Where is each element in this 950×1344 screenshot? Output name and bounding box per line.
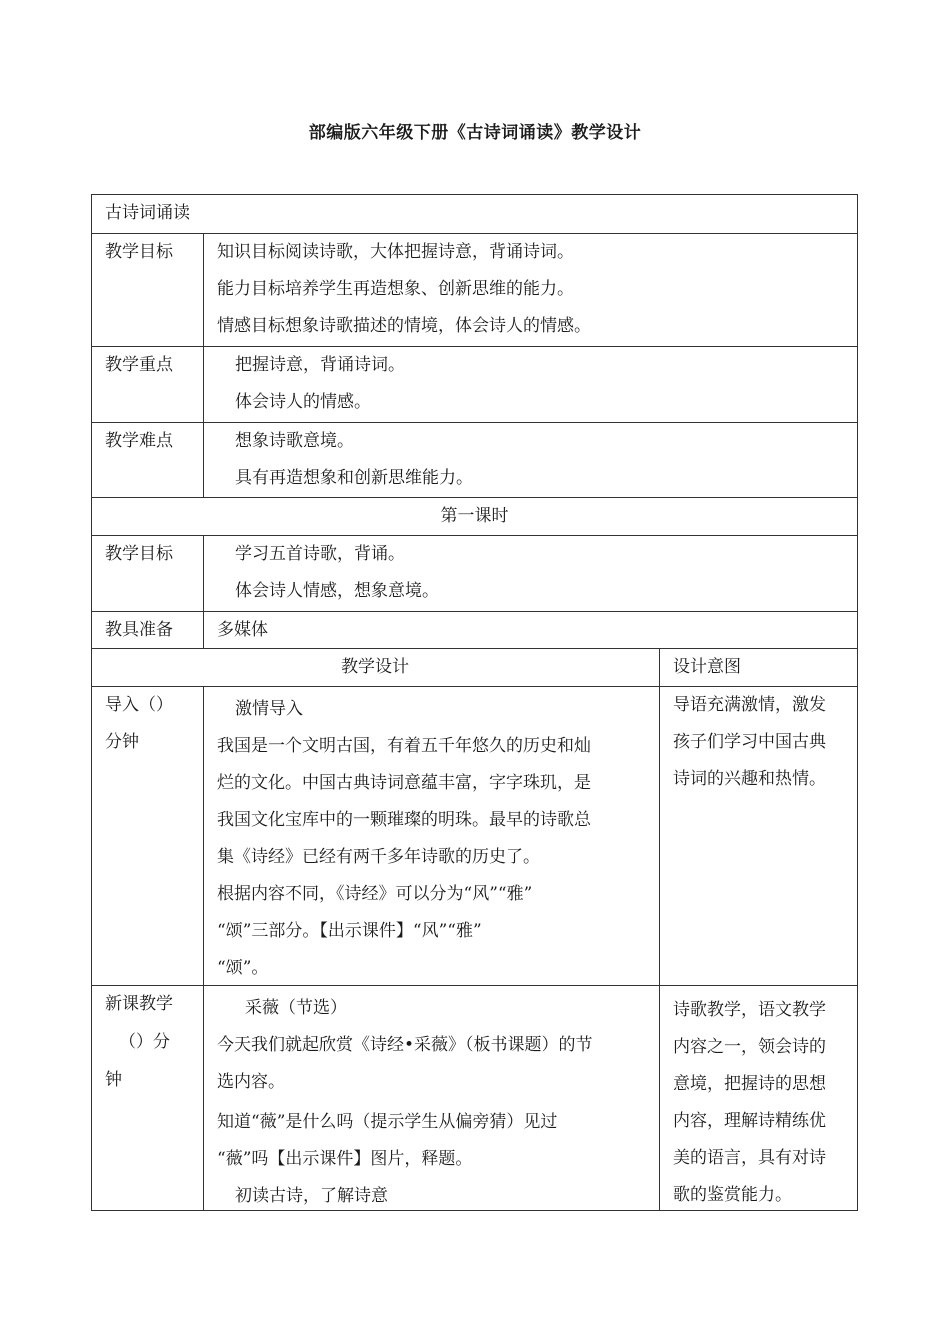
row-divider bbox=[91, 985, 858, 986]
intro-content-line: 根据内容不同，《诗经》可以分为“风”“雅” bbox=[217, 884, 533, 904]
new-lesson-intent-line: 诗歌教学，语文教学 bbox=[673, 1000, 826, 1020]
new-lesson-intent-line: 内容之一，领会诗的 bbox=[673, 1037, 826, 1057]
goals-label: 教学目标 bbox=[105, 242, 173, 262]
difficulties-line: 想象诗歌意境。 bbox=[235, 431, 354, 451]
row-divider bbox=[91, 346, 858, 347]
intro-content-line: “颂”。 bbox=[217, 958, 269, 978]
unit-title: 古诗词诵读 bbox=[105, 203, 190, 223]
intro-content-line: 我国文化宝库中的一颗璀璨的明珠。最早的诗歌总 bbox=[217, 810, 591, 830]
difficulties-label: 教学难点 bbox=[105, 431, 173, 451]
design-column-header: 教学设计 bbox=[341, 657, 409, 677]
new-lesson-content-line: 今天我们就起欣赏《诗经•采薇》（板书课题）的节 bbox=[217, 1035, 593, 1055]
new-lesson-intent-line: 美的语言，具有对诗 bbox=[673, 1148, 826, 1168]
intro-content-line: 激情导入 bbox=[235, 699, 303, 719]
new-lesson-content-line: “薇”吗【出示课件】图片，释题。 bbox=[217, 1149, 473, 1169]
lesson-goals-line: 体会诗人情感，想象意境。 bbox=[235, 581, 439, 601]
row-divider bbox=[91, 535, 858, 536]
key-points-label: 教学重点 bbox=[105, 355, 173, 375]
new-lesson-intent-line: 歌的鉴赏能力。 bbox=[673, 1185, 792, 1205]
new-lesson-label: 新课教学 bbox=[105, 994, 173, 1014]
new-lesson-content-line: 选内容。 bbox=[217, 1072, 285, 1092]
key-points-line: 体会诗人的情感。 bbox=[235, 392, 371, 412]
intro-content-line: 我国是一个文明古国，有着五千年悠久的历史和灿 bbox=[217, 736, 591, 756]
difficulties-line: 具有再造想象和创新思维能力。 bbox=[235, 468, 473, 488]
new-lesson-label: 钟 bbox=[105, 1070, 122, 1090]
document-title: 部编版六年级下册《古诗词诵读》教学设计 bbox=[308, 123, 642, 143]
new-lesson-content-line: 知道“薇”是什么吗（提示学生从偏旁猜）见过 bbox=[217, 1112, 558, 1132]
intro-intent-line: 导语充满激情，激发 bbox=[673, 695, 826, 715]
table-border-right bbox=[857, 194, 858, 1211]
row-divider bbox=[91, 611, 858, 612]
col-divider bbox=[203, 686, 204, 1211]
table-border-left bbox=[91, 194, 92, 1211]
col-divider bbox=[659, 648, 660, 1211]
goals-line: 知识目标阅读诗歌，大体把握诗意，背诵诗词。 bbox=[217, 242, 574, 262]
tools-label: 教具准备 bbox=[105, 620, 173, 640]
intro-content-line: 集《诗经》已经有两千多年诗歌的历史了。 bbox=[217, 847, 540, 867]
lesson-plan-table bbox=[91, 194, 858, 1211]
intro-content-line: “颂”三部分。【出示课件】“风”“雅” bbox=[217, 921, 482, 941]
intro-intent-line: 诗词的兴趣和热情。 bbox=[673, 769, 826, 789]
new-lesson-intent-line: 意境，把握诗的思想 bbox=[673, 1074, 826, 1094]
goals-line: 情感目标想象诗歌描述的情境，体会诗人的情感。 bbox=[217, 316, 591, 336]
key-points-line: 把握诗意，背诵诗词。 bbox=[235, 355, 405, 375]
lesson-goals-line: 学习五首诗歌，背诵。 bbox=[235, 544, 405, 564]
table-border-top bbox=[91, 194, 858, 195]
lesson-heading: 第一课时 bbox=[440, 506, 509, 526]
intro-label: 导入（） bbox=[105, 695, 173, 715]
new-lesson-intent-line: 内容，理解诗精练优 bbox=[673, 1111, 826, 1131]
intro-label: 分钟 bbox=[105, 732, 139, 752]
goals-line: 能力目标培养学生再造想象、创新思维的能力。 bbox=[217, 279, 574, 299]
intro-content-line: 烂的文化。中国古典诗词意蕴丰富，字字珠玑，是 bbox=[217, 773, 591, 793]
new-lesson-content-line: 初读古诗，了解诗意 bbox=[235, 1186, 388, 1206]
tools-value: 多媒体 bbox=[217, 620, 268, 640]
lesson-goals-label: 教学目标 bbox=[105, 544, 173, 564]
intro-intent-line: 孩子们学习中国古典 bbox=[673, 732, 826, 752]
row-divider bbox=[91, 422, 858, 423]
new-lesson-content-line: 采薇（节选） bbox=[245, 998, 347, 1018]
col-divider bbox=[203, 233, 204, 497]
new-lesson-label: （）分 bbox=[119, 1032, 170, 1052]
col-divider bbox=[203, 535, 204, 648]
intent-column-header: 设计意图 bbox=[673, 657, 741, 677]
